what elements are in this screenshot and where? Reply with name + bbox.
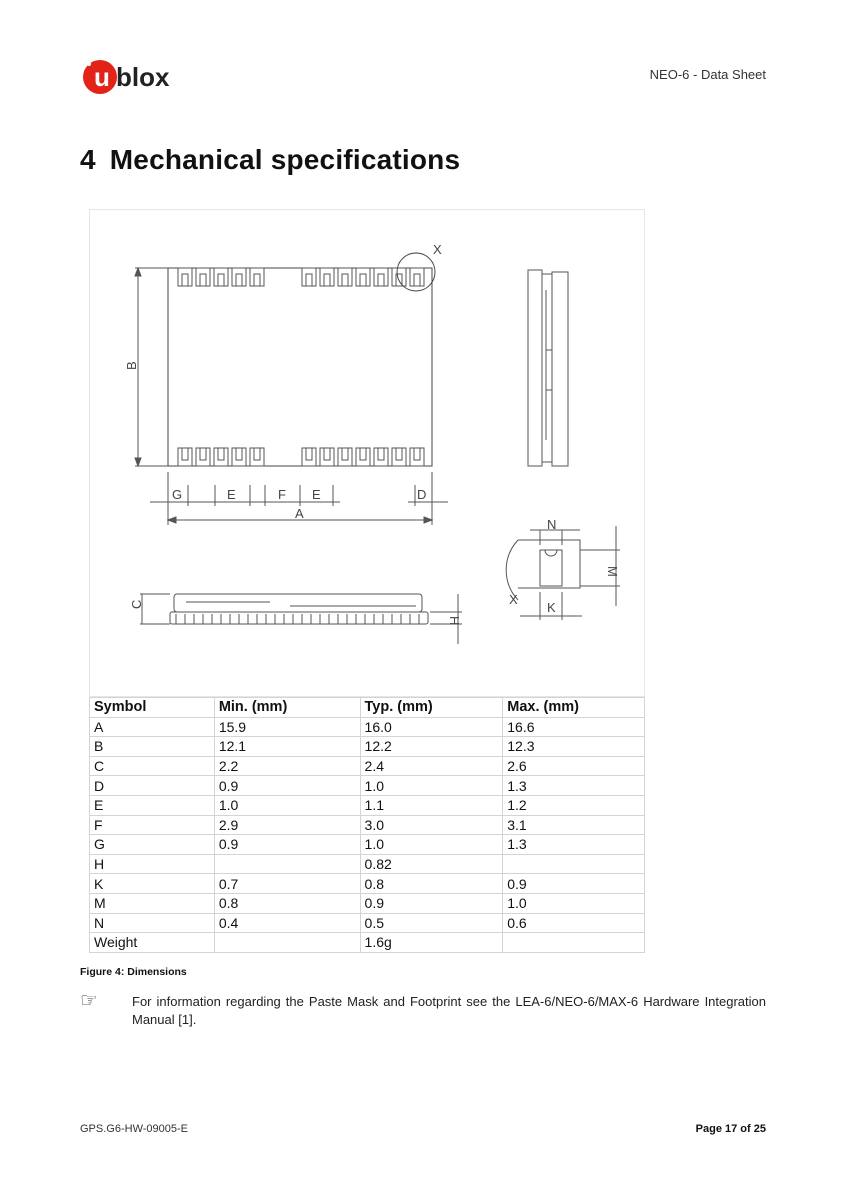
side-view-bottom	[140, 594, 462, 644]
label-b: B	[124, 361, 139, 370]
label-m: M	[605, 566, 620, 577]
header-symbol: Symbol	[90, 698, 215, 718]
table-cell: 0.9	[360, 893, 503, 913]
table-cell	[214, 854, 360, 874]
table-cell: 12.2	[360, 737, 503, 757]
label-d: D	[417, 487, 427, 502]
table-cell: 2.6	[503, 756, 645, 776]
section-title: Mechanical specifications	[109, 144, 461, 175]
label-n: N	[547, 517, 557, 532]
table-cell: 1.0	[360, 776, 503, 796]
table-cell: 0.4	[214, 913, 360, 933]
pointing-hand-icon: ☞	[80, 990, 98, 1012]
label-x: X	[433, 242, 442, 257]
table-cell: 16.0	[360, 717, 503, 737]
table-row	[90, 795, 645, 815]
table-cell: 15.9	[214, 717, 360, 737]
table-cell: N	[90, 913, 215, 933]
table-cell: 0.9	[214, 776, 360, 796]
table-row	[90, 737, 645, 757]
table-cell: D	[90, 776, 215, 796]
label-h: H	[447, 616, 462, 626]
section-heading	[80, 144, 460, 176]
footer-page-number: Page 17 of 25	[695, 1123, 766, 1135]
side-view-right	[528, 270, 568, 466]
table-cell: K	[90, 874, 215, 894]
table-cell: 3.1	[503, 815, 645, 835]
table-cell: M	[90, 893, 215, 913]
table-cell: H	[90, 854, 215, 874]
table-cell: 0.7	[214, 874, 360, 894]
table-cell	[503, 933, 645, 953]
label-f: F	[278, 487, 286, 502]
table-cell: 0.82	[360, 854, 503, 874]
label-e1: E	[227, 487, 236, 502]
label-g: G	[172, 487, 183, 502]
table-cell: F	[90, 815, 215, 835]
table-row	[90, 874, 645, 894]
table-cell	[214, 933, 360, 953]
detail-x	[506, 526, 620, 620]
table-cell: 2.9	[214, 815, 360, 835]
table-cell: 1.3	[503, 776, 645, 796]
table-cell: B	[90, 737, 215, 757]
note-text: For information regarding the Paste Mask and Footprint see the LEA-6/NEO-6/MAX-6 Hardware Integration Manual [1].	[132, 994, 766, 1027]
table-cell: 3.0	[360, 815, 503, 835]
table-cell	[503, 854, 645, 874]
table-cell: 1.3	[503, 835, 645, 855]
table-cell: 2.2	[214, 756, 360, 776]
footer-doc-id: GPS.G6-HW-09005-E	[80, 1123, 189, 1135]
table-cell: E	[90, 795, 215, 815]
table-cell: 0.8	[214, 893, 360, 913]
table-row	[90, 756, 645, 776]
table-cell: 1.0	[360, 835, 503, 855]
table-cell: 1.1	[360, 795, 503, 815]
dimensions-table	[89, 697, 645, 953]
table-cell: 12.3	[503, 737, 645, 757]
table-cell: G	[90, 835, 215, 855]
svg-text:blox: blox	[116, 62, 170, 92]
top-view	[135, 253, 448, 525]
table-cell: 0.8	[360, 874, 503, 894]
table-row	[90, 893, 645, 913]
table-cell: 1.0	[214, 795, 360, 815]
table-row	[90, 933, 645, 953]
figure-caption: Figure 4: Dimensions	[80, 966, 187, 978]
table-cell: 1.2	[503, 795, 645, 815]
table-cell: Weight	[90, 933, 215, 953]
label-k: K	[547, 600, 556, 615]
header-min: Min. (mm)	[214, 698, 360, 718]
table-cell: 0.6	[503, 913, 645, 933]
table-cell: A	[90, 717, 215, 737]
table-row	[90, 835, 645, 855]
table-cell: C	[90, 756, 215, 776]
table-row	[90, 815, 645, 835]
table-cell: 0.9	[214, 835, 360, 855]
table-cell: 0.9	[503, 874, 645, 894]
table-cell: 1.6g	[360, 933, 503, 953]
table-row	[90, 717, 645, 737]
table-cell: 2.4	[360, 756, 503, 776]
mechanical-drawing	[89, 209, 645, 697]
table-row	[90, 854, 645, 874]
header-max: Max. (mm)	[503, 698, 645, 718]
header-typ: Typ. (mm)	[360, 698, 503, 718]
label-a: A	[295, 506, 304, 521]
table-cell: 0.5	[360, 913, 503, 933]
table-header-row	[90, 698, 645, 718]
table-cell: 12.1	[214, 737, 360, 757]
table-row	[90, 913, 645, 933]
logo-text: u	[94, 62, 110, 92]
label-e2: E	[312, 487, 321, 502]
section-number: 4	[80, 144, 96, 175]
table-cell: 1.0	[503, 893, 645, 913]
table-row	[90, 776, 645, 796]
table-cell: 16.6	[503, 717, 645, 737]
label-x-detail: X	[509, 592, 518, 607]
document-title: NEO-6 - Data Sheet	[649, 67, 766, 82]
label-c: C	[129, 599, 144, 609]
ublox-logo	[80, 55, 190, 97]
